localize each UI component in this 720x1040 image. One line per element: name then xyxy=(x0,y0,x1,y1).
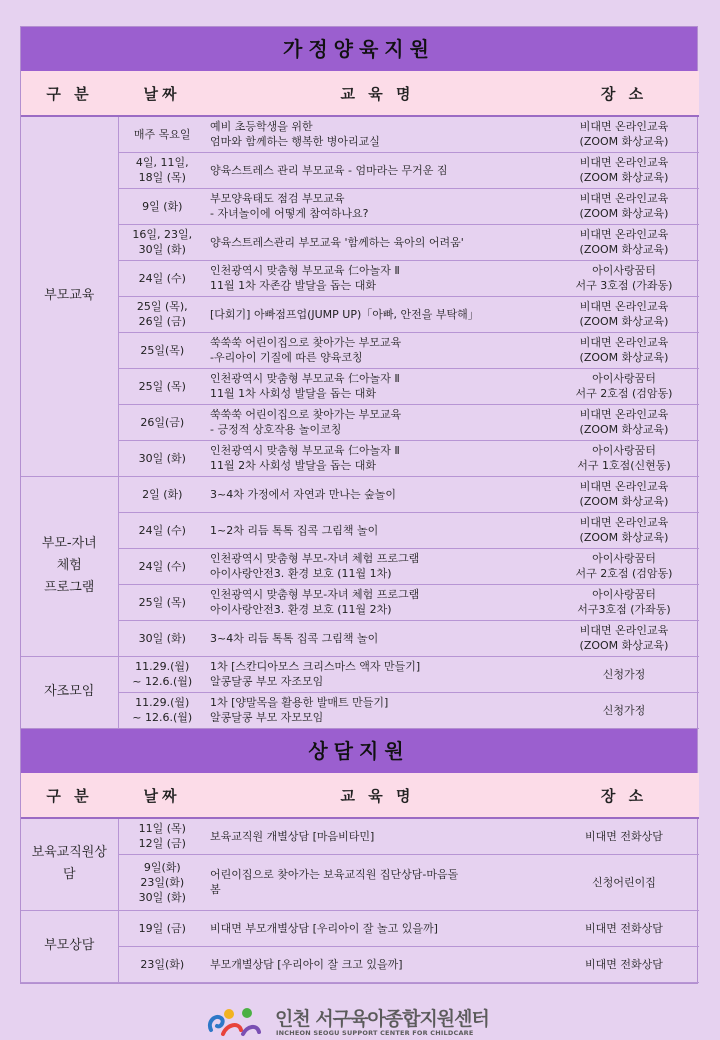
date-cell: 4일, 11일, 18일 (목) xyxy=(118,152,206,188)
program-cell: 비대면 부모개별상담 [우리아이 잘 놀고 있을까] xyxy=(206,910,549,946)
date-cell: 9일 (화) xyxy=(118,188,206,224)
place-cell: 비대면 온라인교육 (ZOOM 화상교육) xyxy=(549,512,699,548)
date-cell: 25일(목) xyxy=(118,332,206,368)
table-row xyxy=(21,854,699,910)
category-cell: 부모교육 xyxy=(21,116,118,476)
family-care-table xyxy=(21,71,699,729)
table-row xyxy=(21,692,699,728)
counseling-panel xyxy=(20,728,698,984)
place-cell: 비대면 온라인교육 (ZOOM 화상교육) xyxy=(549,152,699,188)
table-row xyxy=(21,818,699,854)
table-row xyxy=(21,296,699,332)
program-cell: 인천광역시 맞춤형 부모교육 仁아놀자 Ⅱ 11월 2차 사회성 발달을 돕는 대화 xyxy=(206,440,549,476)
program-cell: 양육스트레스 관리 부모교육 - 엄마라는 무거운 짐 xyxy=(206,152,549,188)
date-cell: 매주 목요일 xyxy=(118,116,206,152)
table-row xyxy=(21,188,699,224)
date-cell: 9일(화) 23일(화) 30일 (화) xyxy=(118,854,206,910)
program-cell: [다회기] 아빠점프업(JUMP UP)「아빠, 안전을 부탁해」 xyxy=(206,296,549,332)
header-category: 구 분 xyxy=(21,773,118,818)
program-cell: 인천광역시 맞춤형 부모교육 仁아놀자 Ⅱ 11월 1차 사회성 발달을 돕는 대화 xyxy=(206,368,549,404)
program-cell: 인천광역시 맞춤형 부모-자녀 체험 프로그램 아이사랑안전3. 환경 보호 (11월 2차) xyxy=(206,584,549,620)
header-program: 교 육 명 xyxy=(206,773,549,818)
table-row xyxy=(21,620,699,656)
program-cell: 1차 [양말목을 활용한 발매트 만들기] 알콩달콩 부모 자모모임 xyxy=(206,692,549,728)
place-cell: 아이사랑꿈터 서구 1호점(신현동) xyxy=(549,440,699,476)
place-cell: 비대면 전화상담 xyxy=(549,910,699,946)
center-logo-icon xyxy=(205,1004,265,1038)
date-cell: 11일 (목) 12일 (금) xyxy=(118,818,206,854)
program-cell: 보육교직원 개별상담 [마음비타민] xyxy=(206,818,549,854)
date-cell: 24일 (수) xyxy=(118,260,206,296)
table-row xyxy=(21,404,699,440)
place-cell: 신청가정 xyxy=(549,692,699,728)
table-row xyxy=(21,260,699,296)
header-place: 장 소 xyxy=(549,773,699,818)
category-cell: 부모상담 xyxy=(21,910,118,982)
place-cell: 비대면 온라인교육 (ZOOM 화상교육) xyxy=(549,116,699,152)
place-cell: 아이사랑꿈터 서구 2호점 (검암동) xyxy=(549,548,699,584)
place-cell: 아이사랑꿈터 서구 2호점 (검암동) xyxy=(549,368,699,404)
program-cell: 3~4차 리듬 톡톡 집콕 그림책 놀이 xyxy=(206,620,549,656)
date-cell: 16일, 23일, 30일 (화) xyxy=(118,224,206,260)
table-row xyxy=(21,946,699,982)
date-cell: 2일 (화) xyxy=(118,476,206,512)
table-header-row xyxy=(21,71,699,116)
date-cell: 11.29.(월) ~ 12.6.(월) xyxy=(118,656,206,692)
place-cell: 비대면 온라인교육 (ZOOM 화상교육) xyxy=(549,404,699,440)
date-cell: 26일(금) xyxy=(118,404,206,440)
table-row xyxy=(21,910,699,946)
table-row xyxy=(21,548,699,584)
section-title: 가정양육지원 xyxy=(21,27,697,71)
date-cell: 24일 (수) xyxy=(118,548,206,584)
table-header-row xyxy=(21,773,699,818)
header-place: 장 소 xyxy=(549,71,699,116)
header-date: 날짜 xyxy=(118,773,206,818)
counseling-table xyxy=(21,773,699,983)
table-row xyxy=(21,476,699,512)
program-cell: 쑥쑥쑥 어린이집으로 찾아가는 부모교육 -우리아이 기질에 따른 양육코칭 xyxy=(206,332,549,368)
program-cell: 예비 초등학생을 위한 엄마와 함께하는 행복한 병아리교실 xyxy=(206,116,549,152)
logo-korean-text: 인천 서구육아종합지원센터 xyxy=(275,1008,489,1030)
place-cell: 아이사랑꿈터 서구 3호점 (가좌동) xyxy=(549,260,699,296)
program-cell: 인천광역시 맞춤형 부모-자녀 체험 프로그램 아이사랑안전3. 환경 보호 (11월 1차) xyxy=(206,548,549,584)
program-cell: 어린이집으로 찾아가는 보육교직원 집단상담-마음돌 봄 xyxy=(206,854,549,910)
program-cell: 쑥쑥쑥 어린이집으로 찾아가는 부모교육 - 긍정적 상호작용 놀이코칭 xyxy=(206,404,549,440)
program-cell: 인천광역시 맞춤형 부모교육 仁아놀자 Ⅱ 11월 1차 자존감 발달을 돕는 대화 xyxy=(206,260,549,296)
header-date: 날짜 xyxy=(118,71,206,116)
table-row xyxy=(21,368,699,404)
header-category: 구 분 xyxy=(21,71,118,116)
date-cell: 11.29.(월) ~ 12.6.(월) xyxy=(118,692,206,728)
date-cell: 30일 (화) xyxy=(118,440,206,476)
place-cell: 신청가정 xyxy=(549,656,699,692)
family-care-body xyxy=(21,116,699,728)
place-cell: 비대면 온라인교육 (ZOOM 화상교육) xyxy=(549,620,699,656)
place-cell: 비대면 온라인교육 (ZOOM 화상교육) xyxy=(549,476,699,512)
logo-english-text: INCHEON SEOGU SUPPORT CENTER FOR CHILDCARE xyxy=(276,1029,474,1037)
date-cell: 25일 (목) xyxy=(118,584,206,620)
program-cell: 부모양육태도 점검 부모교육 - 자녀놀이에 어떻게 참여하나요? xyxy=(206,188,549,224)
place-cell: 비대면 온라인교육 (ZOOM 화상교육) xyxy=(549,188,699,224)
table-row xyxy=(21,152,699,188)
place-cell: 비대면 전화상담 xyxy=(549,818,699,854)
table-row xyxy=(21,332,699,368)
place-cell: 비대면 온라인교육 (ZOOM 화상교육) xyxy=(549,224,699,260)
place-cell: 비대면 온라인교육 (ZOOM 화상교육) xyxy=(549,332,699,368)
table-row xyxy=(21,440,699,476)
table-row xyxy=(21,116,699,152)
date-cell: 24일 (수) xyxy=(118,512,206,548)
header-program: 교 육 명 xyxy=(206,71,549,116)
date-cell: 25일 (목), 26일 (금) xyxy=(118,296,206,332)
category-cell: 자조모임 xyxy=(21,656,118,728)
place-cell: 아이사랑꿈터 서구3호점 (가좌동) xyxy=(549,584,699,620)
program-cell: 3~4차 가정에서 자연과 만나는 숲놀이 xyxy=(206,476,549,512)
program-cell: 양육스트레스관리 부모교육 '함께하는 육아의 어려움' xyxy=(206,224,549,260)
place-cell: 비대면 온라인교육 (ZOOM 화상교육) xyxy=(549,296,699,332)
family-care-panel xyxy=(20,26,698,730)
section-title: 상담지원 xyxy=(21,729,697,773)
place-cell: 비대면 전화상담 xyxy=(549,946,699,982)
table-row xyxy=(21,512,699,548)
category-cell: 부모-자녀 체험 프로그램 xyxy=(21,476,118,656)
counseling-body xyxy=(21,818,699,982)
table-row xyxy=(21,224,699,260)
date-cell: 25일 (목) xyxy=(118,368,206,404)
table-row xyxy=(21,584,699,620)
category-cell: 보육교직원상 담 xyxy=(21,818,118,910)
program-cell: 부모개별상담 [우리아이 잘 크고 있을까] xyxy=(206,946,549,982)
place-cell: 신청어린이집 xyxy=(549,854,699,910)
table-row xyxy=(21,656,699,692)
date-cell: 23일(화) xyxy=(118,946,206,982)
program-cell: 1차 [스칸디아모스 크리스마스 액자 만들기] 알콩달콩 부모 자조모임 xyxy=(206,656,549,692)
program-cell: 1~2차 리듬 톡톡 집콕 그림책 놀이 xyxy=(206,512,549,548)
date-cell: 19일 (금) xyxy=(118,910,206,946)
footer xyxy=(0,1000,720,1040)
date-cell: 30일 (화) xyxy=(118,620,206,656)
